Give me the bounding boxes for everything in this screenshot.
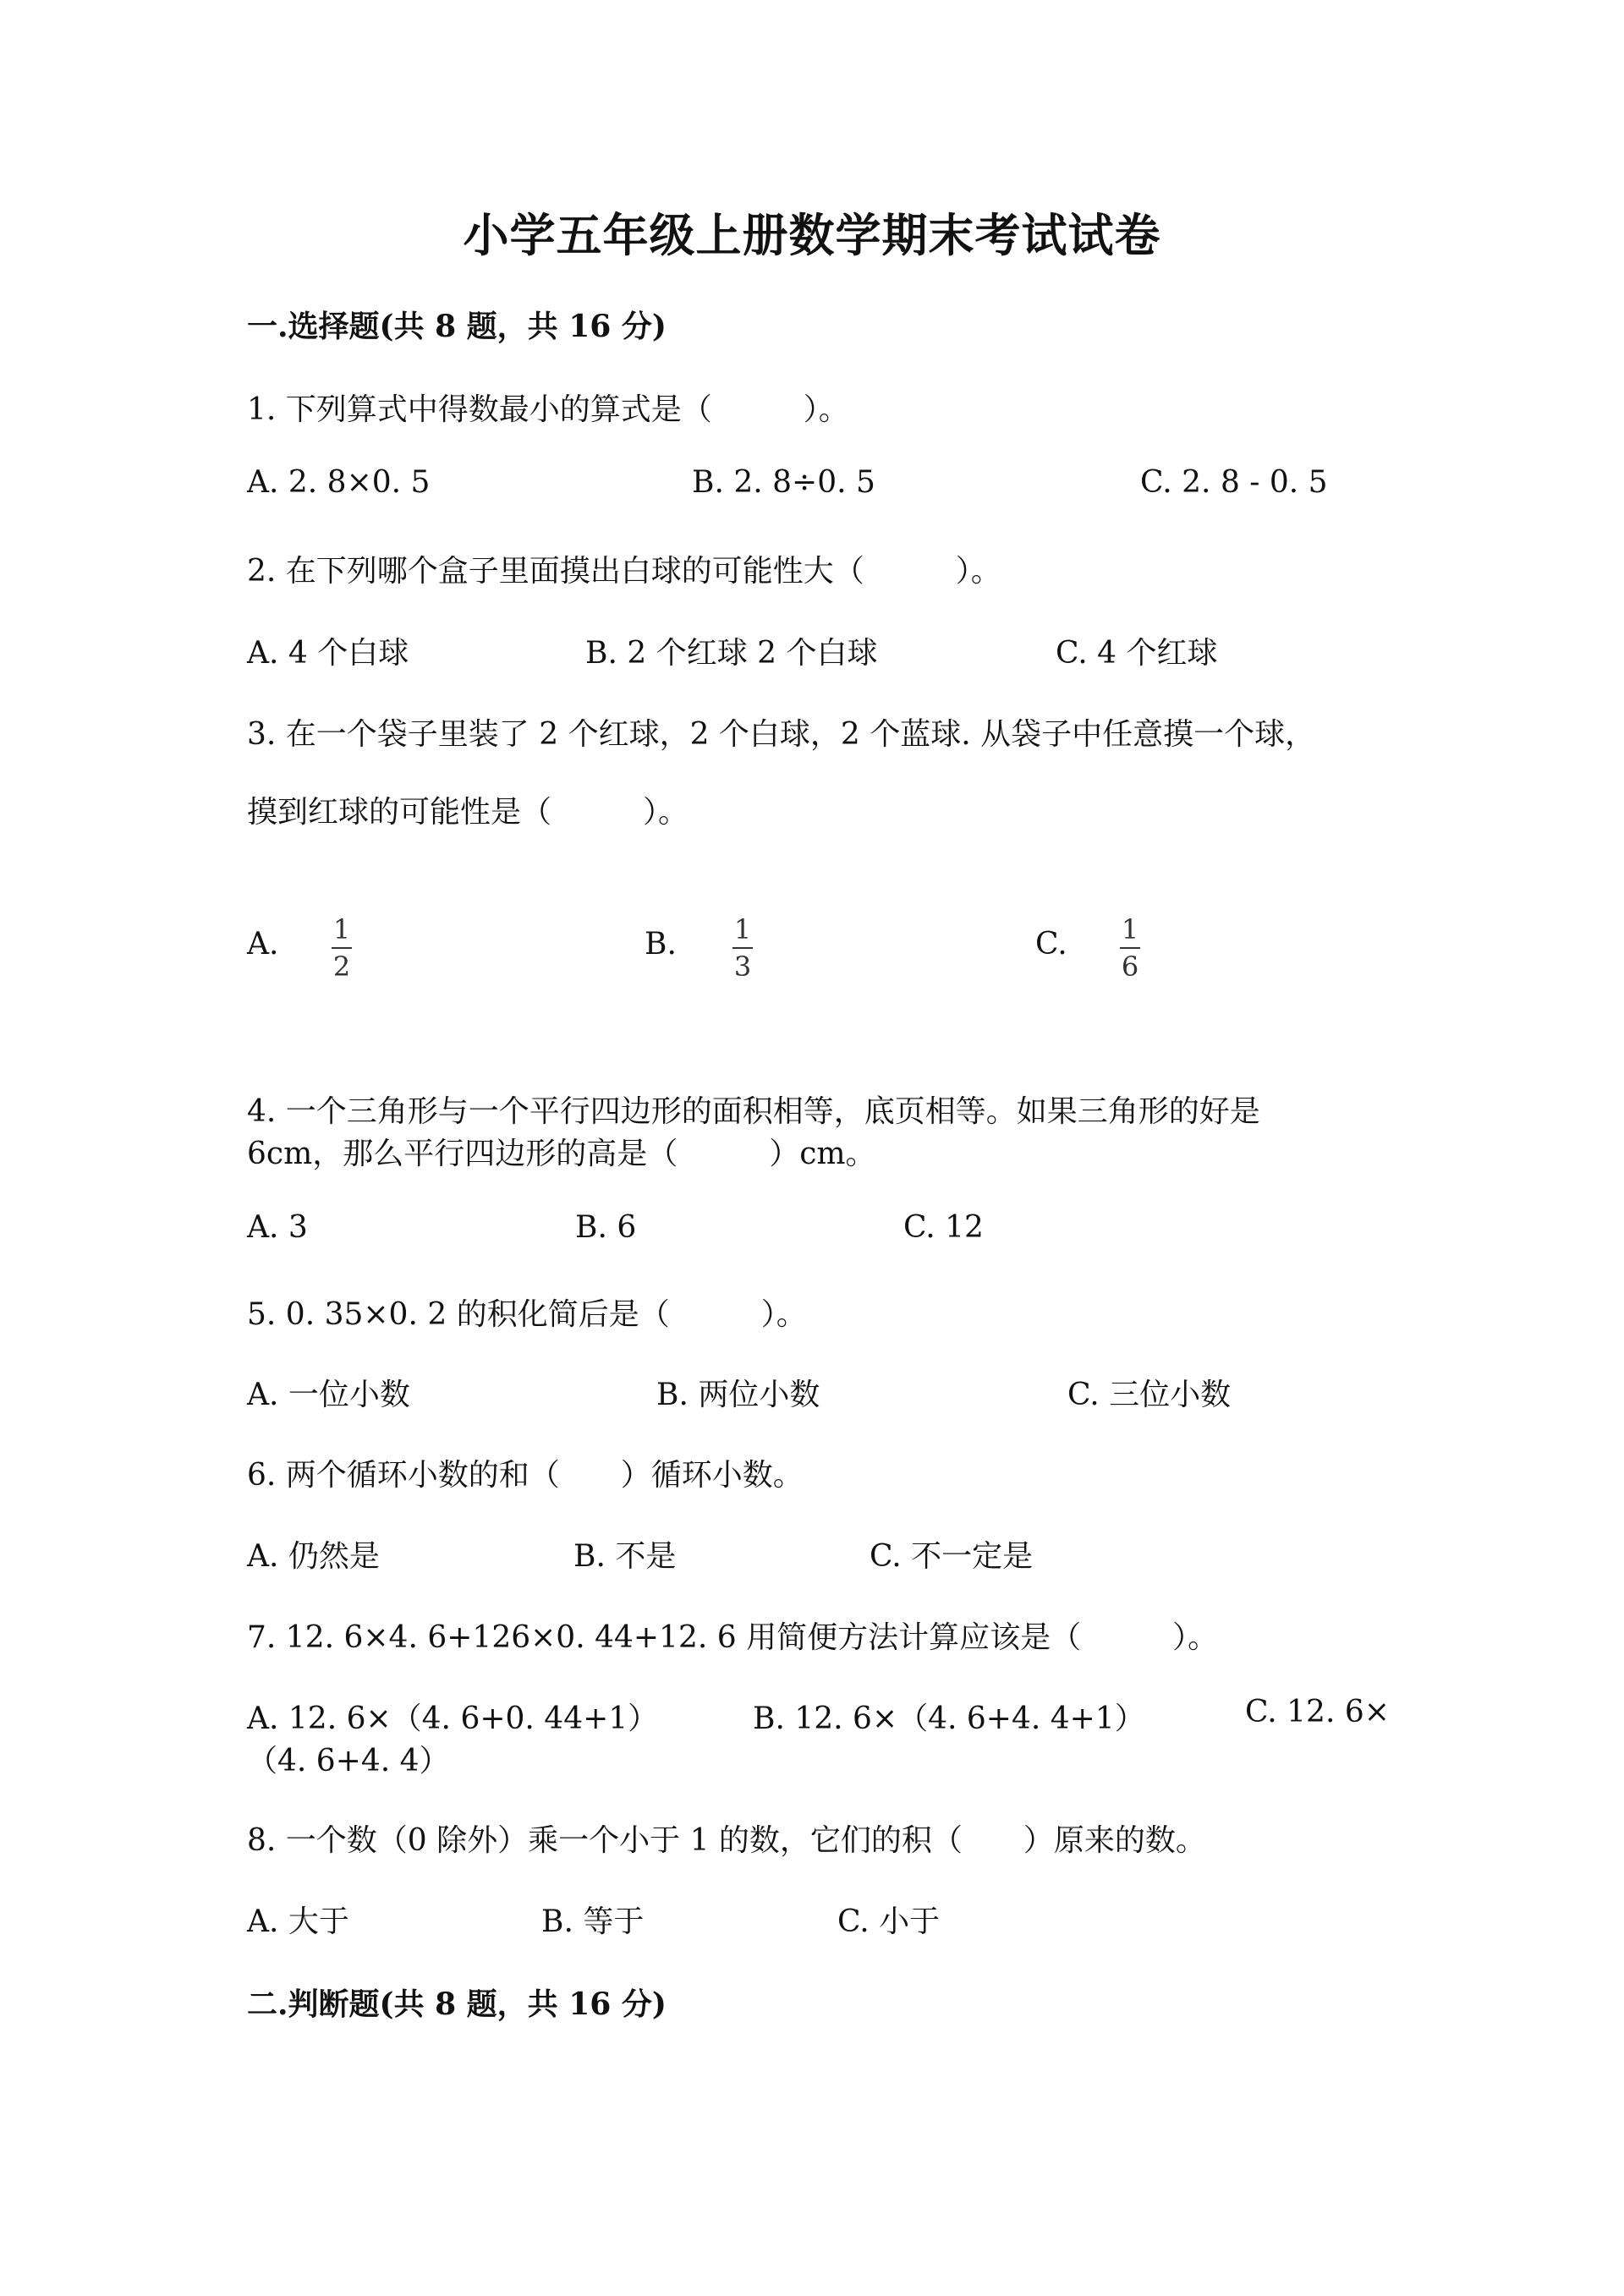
question-8: 8. 一个数（0 除外）乘一个小于 1 的数，它们的积（ ）原来的数。 <box>247 1823 1206 1858</box>
fraction-numerator: 1 <box>332 913 351 945</box>
section-heading-judgment: 二.判断题(共 8 题，共 16 分) <box>247 1986 667 2022</box>
question-7: 7. 12. 6×4. 6+126×0. 44+12. 6 用简便方法计算应该是（ ）。 <box>247 1620 1219 1655</box>
fraction-denominator: 6 <box>1121 951 1139 983</box>
question-3-option-a-fraction <box>332 915 352 981</box>
question-3-line-1: 3. 在一个袋子里装了 2 个红球，2 个白球，2 个蓝球. 从袋子中任意摸一个球， <box>247 717 1316 752</box>
question-5-option-b: B. 两位小数 <box>656 1378 820 1412</box>
question-5-option-a: A. 一位小数 <box>247 1378 410 1412</box>
question-6-option-c: C. 不一定是 <box>870 1539 1034 1574</box>
question-4-option-c: C. 12 <box>903 1210 984 1245</box>
fraction-denominator: 2 <box>332 951 351 983</box>
fraction-bar <box>1120 947 1140 949</box>
question-2-option-c: C. 4 个红球 <box>1056 636 1218 671</box>
question-4-option-b: B. 6 <box>575 1210 637 1245</box>
fraction-numerator: 1 <box>733 913 752 945</box>
question-2-option-a: A. 4 个白球 <box>247 636 409 671</box>
page-title: 小学五年级上册数学期末考试试卷 <box>463 208 1161 262</box>
question-8-option-a: A. 大于 <box>247 1904 349 1939</box>
question-3-line-2: 摸到红球的可能性是（ ）。 <box>247 795 689 830</box>
question-8-option-b: B. 等于 <box>541 1904 645 1939</box>
question-2-option-b: B. 2 个红球 2 个白球 <box>585 636 878 671</box>
question-7-option-c-continued: （4. 6+4. 4） <box>247 1744 450 1778</box>
fraction-denominator: 3 <box>733 951 752 983</box>
question-3-option-c-fraction <box>1120 915 1140 981</box>
question-1-option-b: B. 2. 8÷0. 5 <box>692 465 875 500</box>
question-3-option-b-fraction <box>732 915 753 981</box>
question-8-option-c: C. 小于 <box>837 1904 941 1939</box>
question-4-line-2: 6cm，那么平行四边形的高是（ ）cm。 <box>247 1137 876 1171</box>
question-6: 6. 两个循环小数的和（ ）循环小数。 <box>247 1458 804 1493</box>
question-2: 2. 在下列哪个盒子里面摸出白球的可能性大（ ）。 <box>247 554 1001 589</box>
question-7-option-a: A. 12. 6×（4. 6+0. 44+1） <box>247 1701 659 1736</box>
question-6-option-a: A. 仍然是 <box>247 1539 380 1574</box>
question-3-option-a-label: A. <box>247 927 279 962</box>
question-5-option-c: C. 三位小数 <box>1067 1378 1232 1412</box>
question-5: 5. 0. 35×0. 2 的积化简后是（ ）。 <box>247 1297 807 1332</box>
question-1: 1. 下列算式中得数最小的算式是（ ）。 <box>247 392 849 427</box>
question-3-option-c-label: C. <box>1035 927 1067 962</box>
question-4-option-a: A. 3 <box>247 1210 308 1245</box>
section-heading-choice: 一.选择题(共 8 题，共 16 分) <box>247 309 667 344</box>
question-1-option-c: C. 2. 8 - 0. 5 <box>1140 465 1328 500</box>
fraction-bar <box>732 947 753 949</box>
fraction-numerator: 1 <box>1121 913 1139 945</box>
question-1-option-a: A. 2. 8×0. 5 <box>247 465 431 500</box>
question-3-option-b-label: B. <box>645 927 677 962</box>
question-7-option-c: C. 12. 6× <box>1245 1695 1390 1729</box>
fraction-bar <box>332 947 352 949</box>
question-7-option-b: B. 12. 6×（4. 6+4. 4+1） <box>753 1701 1145 1736</box>
question-6-option-b: B. 不是 <box>573 1539 677 1574</box>
question-4-line-1: 4. 一个三角形与一个平行四边形的面积相等，底页相等。如果三角形的好是 <box>247 1094 1260 1129</box>
